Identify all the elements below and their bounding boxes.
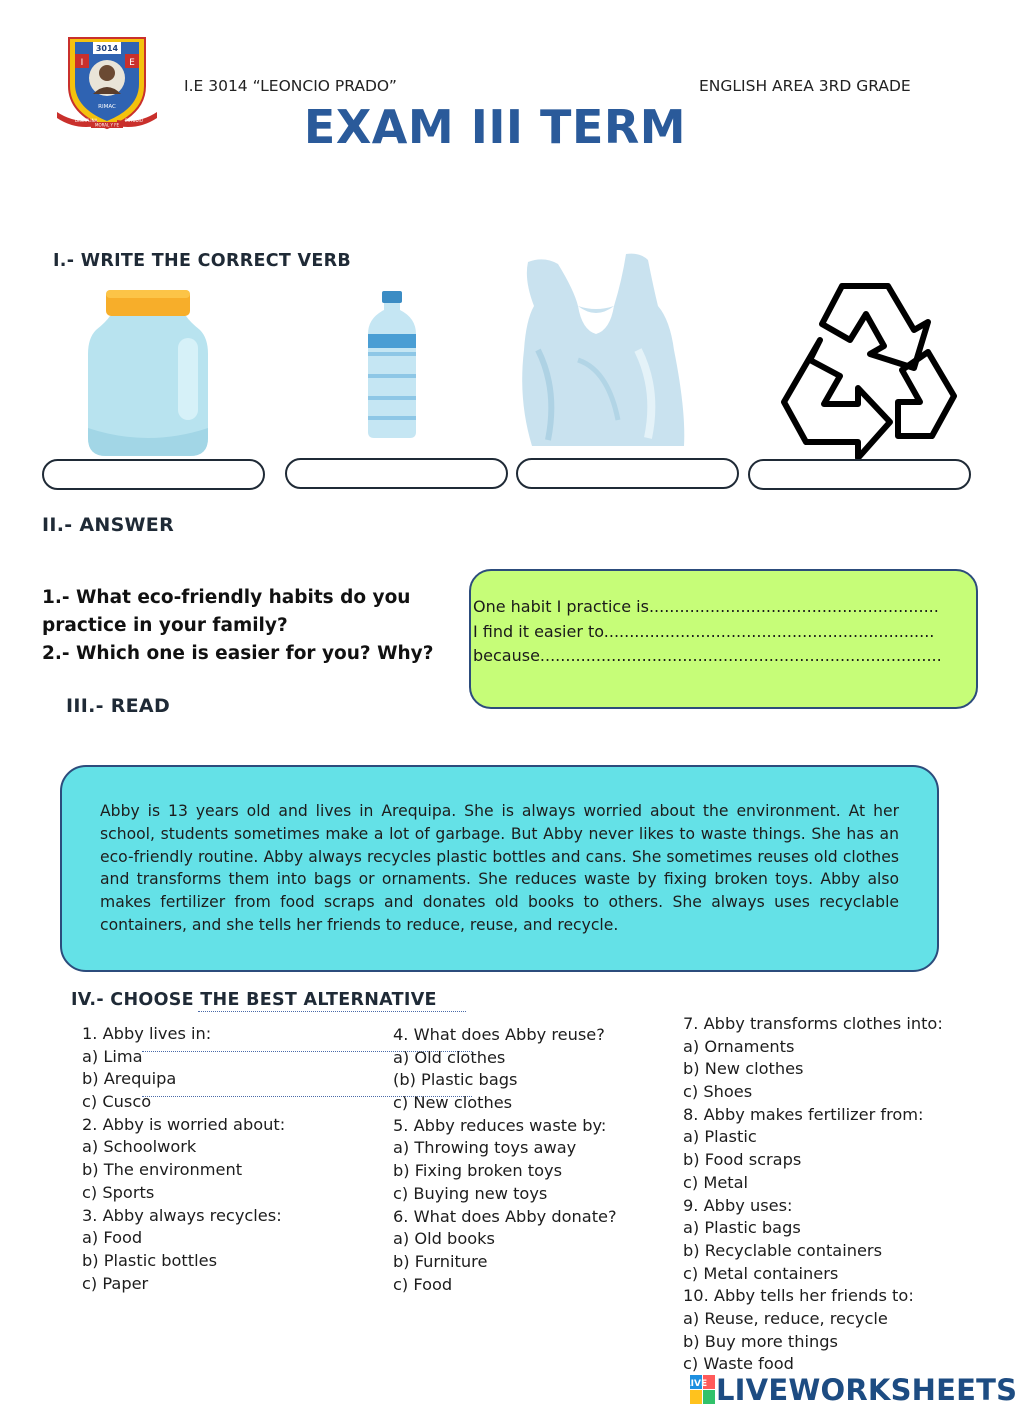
q5-option-a[interactable]: a) Throwing toys away <box>393 1138 577 1158</box>
q10-option-b[interactable]: b) Buy more things <box>683 1331 838 1351</box>
q5-option-b[interactable]: b) Fixing broken toys <box>393 1161 563 1181</box>
dotted-rule-1 <box>198 1011 466 1012</box>
svg-text:DISCIPLINA: DISCIPLINA <box>75 118 98 123</box>
q6-option-b[interactable]: b) Furniture <box>393 1251 488 1271</box>
liveworksheets-brand: LIVEWORKSHEETS <box>716 1373 1017 1407</box>
section-1-title: I.- WRITE THE CORRECT VERB <box>53 251 352 271</box>
svg-text:E: E <box>129 58 135 68</box>
q4-stem: 4. What does Abby reuse? <box>393 1025 605 1044</box>
answer-line-3: because............................................................................... <box>473 646 942 665</box>
liveworksheets-icon <box>684 1375 716 1405</box>
q2-stem: 2. Abby is worried about: <box>82 1114 286 1134</box>
answer-box[interactable] <box>469 569 978 709</box>
water-bottle-icon <box>364 290 420 440</box>
q2-option-c[interactable]: c) Sports <box>82 1182 155 1202</box>
answer-field-3[interactable] <box>516 458 739 489</box>
q8-stem: 8. Abby makes fertilizer from: <box>683 1104 924 1124</box>
answer-line-2: I find it easier to................................................................. <box>473 621 935 641</box>
reading-passage: Abby is 13 years old and lives in Arequipa. She is always worried about the environment. At her school, students sometimes make a lot of garbage. But Abby never likes to waste things. She has an eco-friendly routine. Abby always recycles plastic bottles and cans. She sometimes reuses old clothes and transforms them into bags or ornaments. She reduces waste by fixing broken toys. Abby also makes fertilizer from food scraps and donates old books to others. She always uses recyclable containers, and she tells her friends to reduce, reuse, and recycle. <box>100 802 899 934</box>
q1-option-b[interactable]: b) Arequipa <box>82 1069 177 1089</box>
section-3-title: III.- READ <box>66 695 171 717</box>
q4-option-c[interactable]: c) New clothes <box>393 1093 513 1113</box>
plastic-bag-icon <box>518 250 688 450</box>
q5-option-c[interactable]: c) Buying new toys <box>393 1183 548 1203</box>
q2-option-b[interactable]: b) The environment <box>82 1160 243 1180</box>
q6-option-a[interactable]: a) Old books <box>393 1229 495 1249</box>
svg-text:LIVE: LIVE <box>684 1379 708 1389</box>
q1-option-a[interactable]: a) Lima <box>82 1046 143 1066</box>
q10-option-a[interactable]: a) Reuse, reduce, recycle <box>683 1308 888 1328</box>
section-4-title: IV.- CHOOSE THE BEST ALTERNATIVE <box>71 990 437 1010</box>
answer-field-2[interactable] <box>285 458 508 489</box>
answer-field-1[interactable] <box>42 459 265 490</box>
q5-stem: 5. Abby reduces waste by: <box>393 1115 607 1135</box>
q4-option-b[interactable]: (b) Plastic bags <box>393 1070 518 1090</box>
q7-stem: 7. Abby transforms clothes into: <box>683 1014 943 1033</box>
grade-area: ENGLISH AREA 3RD GRADE <box>699 77 911 95</box>
q9-option-a[interactable]: a) Plastic bags <box>683 1218 801 1238</box>
q8-option-b[interactable]: b) Food scraps <box>683 1150 802 1170</box>
q10-option-c[interactable]: c) Waste food <box>683 1354 794 1374</box>
svg-text:I: I <box>80 58 84 68</box>
q2-option-a[interactable]: a) Schoolwork <box>82 1137 197 1157</box>
answer-line-1: One habit I practice is......................................................... <box>473 597 939 616</box>
question-1-line-1: 1.- What eco-friendly habits do you <box>42 587 411 608</box>
question-2: 2.- Which one is easier for you? Why? <box>42 643 434 664</box>
q7-option-a[interactable]: a) Ornaments <box>683 1036 795 1056</box>
q10-stem: 10. Abby tells her friends to: <box>683 1286 914 1306</box>
questions-column-1 <box>82 1023 285 1295</box>
exam-title: EXAM III TERM <box>303 100 687 154</box>
answer-field-4[interactable] <box>748 459 971 490</box>
questions-column-3 <box>683 1013 943 1376</box>
q3-option-c[interactable]: c) Paper <box>82 1273 149 1293</box>
reading-passage-box <box>60 765 939 972</box>
crest-number: 3014 <box>95 44 119 53</box>
q6-option-c[interactable]: c) Food <box>393 1274 453 1294</box>
q1-stem: 1. Abby lives in: <box>82 1024 212 1043</box>
q3-option-a[interactable]: a) Food <box>82 1228 143 1248</box>
section-2-title: II.- ANSWER <box>42 514 175 536</box>
q9-option-b[interactable]: b) Recyclable containers <box>683 1240 883 1260</box>
school-name: I.E 3014 “LEONCIO PRADO” <box>184 77 397 95</box>
q9-option-c[interactable]: c) Metal containers <box>683 1263 839 1283</box>
jar-icon <box>86 288 210 460</box>
svg-text:RIMAC: RIMAC <box>98 104 116 110</box>
q7-option-b[interactable]: b) New clothes <box>683 1059 804 1079</box>
q3-option-b[interactable]: b) Plastic bottles <box>82 1250 218 1270</box>
questions-column-2 <box>393 1024 617 1296</box>
q8-option-a[interactable]: a) Plastic <box>683 1127 757 1147</box>
q6-stem: 6. What does Abby donate? <box>393 1206 617 1226</box>
liveworksheets-logo[interactable] <box>684 1372 1017 1408</box>
q9-stem: 9. Abby uses: <box>683 1195 793 1215</box>
q8-option-c[interactable]: c) Metal <box>683 1172 749 1192</box>
question-1-line-2: practice in your family? <box>42 615 288 636</box>
svg-text:ESTUDIO: ESTUDIO <box>125 118 143 123</box>
q3-stem: 3. Abby always recycles: <box>82 1205 282 1225</box>
q1-option-c[interactable]: c) Cusco <box>82 1092 152 1112</box>
q4-option-a[interactable]: a) Old clothes <box>393 1047 506 1067</box>
q7-option-c[interactable]: c) Shoes <box>683 1082 753 1102</box>
svg-text:MORAL Y FE: MORAL Y FE <box>95 122 119 128</box>
recycle-icon <box>778 278 960 460</box>
